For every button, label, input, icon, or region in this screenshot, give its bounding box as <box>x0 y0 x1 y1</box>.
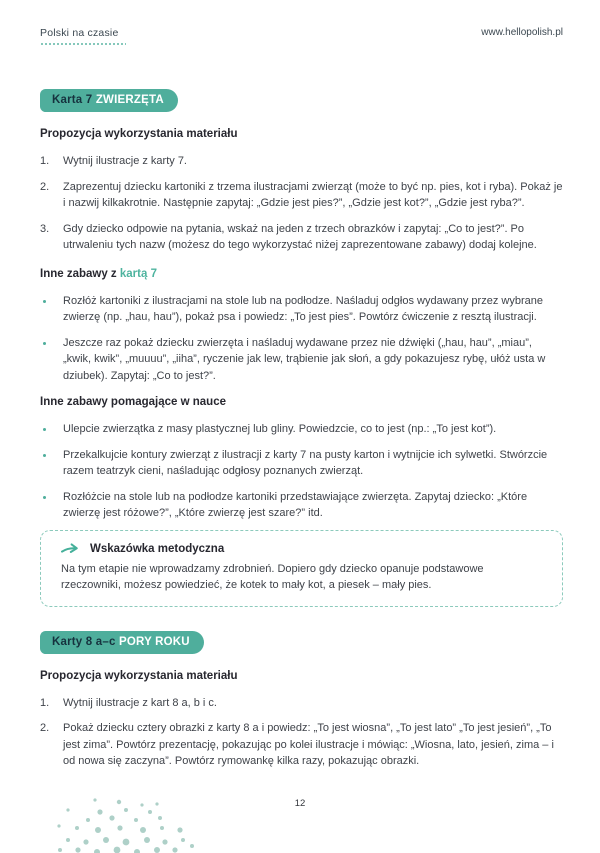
list-item-text: Ulepcie zwierzątka z masy plastycznej lub gliny. Powiedzcie, co to jest (np.: „To jest kot”). <box>63 423 497 435</box>
list-item <box>40 421 563 438</box>
bullet-list-games <box>40 293 563 385</box>
bullet-dot-icon <box>43 454 46 457</box>
badge-card-number: Karta 7 <box>52 94 93 106</box>
numbered-list-animals <box>40 153 563 254</box>
badge-card-topic: ZWIERZĘTA <box>95 94 164 106</box>
heading-other-games-text: Inne zabawy z <box>40 267 120 280</box>
list-item <box>40 153 563 170</box>
bullet-dot-icon <box>43 428 46 431</box>
list-item-number: 1. <box>40 155 50 167</box>
card-badge-animals <box>40 89 178 112</box>
list-item-number: 2. <box>40 180 50 193</box>
tip-title: Wskazówka metodyczna <box>90 542 225 555</box>
numbered-list-seasons <box>40 695 563 770</box>
page-header <box>40 27 563 45</box>
decorative-dots <box>42 780 242 853</box>
list-item <box>40 695 563 712</box>
brand <box>40 27 126 45</box>
card-badge-seasons <box>40 631 204 654</box>
heading-usage-seasons: Propozycja wykorzystania materiału <box>40 669 238 682</box>
bullet-dot-icon <box>43 496 46 499</box>
tip-title-row <box>61 543 542 555</box>
list-item <box>40 179 563 212</box>
list-item-text: Wytnij ilustracje z kart 8 a, b i c. <box>63 696 217 709</box>
list-item-number: 1. <box>40 696 50 709</box>
list-item-text: Wytnij ilustracje z karty 7. <box>63 155 187 167</box>
list-item <box>40 293 563 326</box>
list-item-text: Gdy dziecko odpowie na pytania, wskaż na jeden z trzech obrazków i zapytaj: „Co to jest?”. Po utrwaleniu tych nazw (możesz do tego wykorzystać niżej zaprezentowane zabawy) dodaj kolejne. <box>63 222 537 251</box>
list-item-text: Zaprezentuj dziecku kartoniki z trzema ilustracjami zwierząt (może to być np. pies, kot i ryba). Pokaż je i nazwij kilkakrotnie. Następnie zapytaj: „Gdzie jest pies?”, „Gdzie jest kot?”, „Gdzie jest ryba?”. <box>63 180 563 209</box>
bullet-dot-icon <box>43 342 46 345</box>
list-item-text: Rozłóżcie na stole lub na podłodze kartoniki przedstawiające zwierzęta. Zapytaj dziecko: „Które zwierzę jest różowe?”, „Które zwierzę jest szare?” itd. <box>63 490 528 519</box>
heading-usage-animals: Propozycja wykorzystania materiału <box>40 128 238 140</box>
list-item <box>40 447 563 480</box>
list-item-text: Rozłóż kartoniki z ilustracjami na stole lub na podłodze. Naśladuj odgłos wydawany przez wybrane zwierzę (np. „hau, hau”), pokaż psa i powiedz: „To jest pies”. Powtórz ćwiczenie z resztą ilustracji. <box>63 294 543 323</box>
list-item <box>40 720 563 770</box>
list-item <box>40 489 563 522</box>
list-item-text: Pokaż dziecku cztery obrazki z karty 8 a i powiedz: „To jest wiosna”, „To jest lato” „To jest jesień”, „To jest zima”. Powtórz prezentację, pokazując po kolei ilustracje i mówiąc: „Wiosna, lato, jesień, zima – i od nowa się zaczyna”. Powtórz rymowankę kilka razy, pokazując obrazki. <box>63 722 554 767</box>
brand-title: Polski na czasie <box>40 27 119 39</box>
heading-learning-games: Inne zabawy pomagające w nauce <box>40 396 226 408</box>
list-item <box>40 221 563 254</box>
methodical-tip-box <box>40 530 563 607</box>
page-number: 12 <box>294 798 306 809</box>
list-item-number: 2. <box>40 722 50 734</box>
brand-dotted-underline <box>40 43 126 45</box>
heading-other-games-accent: kartą 7 <box>119 267 157 280</box>
website-url: www.hellopolish.pl <box>481 27 563 38</box>
list-item-text: Jeszcze raz pokaż dziecku zwierzęta i naśladuj wydawane przez nie dźwięki („hau, hau”, „miau”, „kwik, kwik”, „muuuu”, „iiha”, ryczenie jak lew, trąbienie jak słoń, a gdy pokazujesz rybę, ułóż usta w dziubek). Zapytaj: „Co to jest?”. <box>63 336 546 382</box>
badge-card-topic: PORY ROKU <box>118 635 190 648</box>
arrow-right-icon <box>61 543 81 555</box>
badge-card-number: Karty 8 a–c <box>52 635 116 648</box>
bullet-list-learning <box>40 421 563 522</box>
tip-text: Na tym etapie nie wprowadzamy zdrobnień. Dopiero gdy dziecko opanuje podstawowe rzeczowniki, możesz powiedzieć, że kotek to mały kot, a piesek – mały pies. <box>61 562 484 591</box>
bullet-dot-icon <box>43 300 46 303</box>
list-item-text: Przekalkujcie kontury zwierząt z ilustracji z karty 7 na pusty karton i wytnijcie ich sylwetki. Stwórzcie razem teatrzyk cieni, naśladując odgłosy poznanych zwierząt. <box>63 448 548 477</box>
heading-other-games <box>40 268 563 280</box>
list-item <box>40 335 563 385</box>
list-item-number: 3. <box>40 222 50 235</box>
